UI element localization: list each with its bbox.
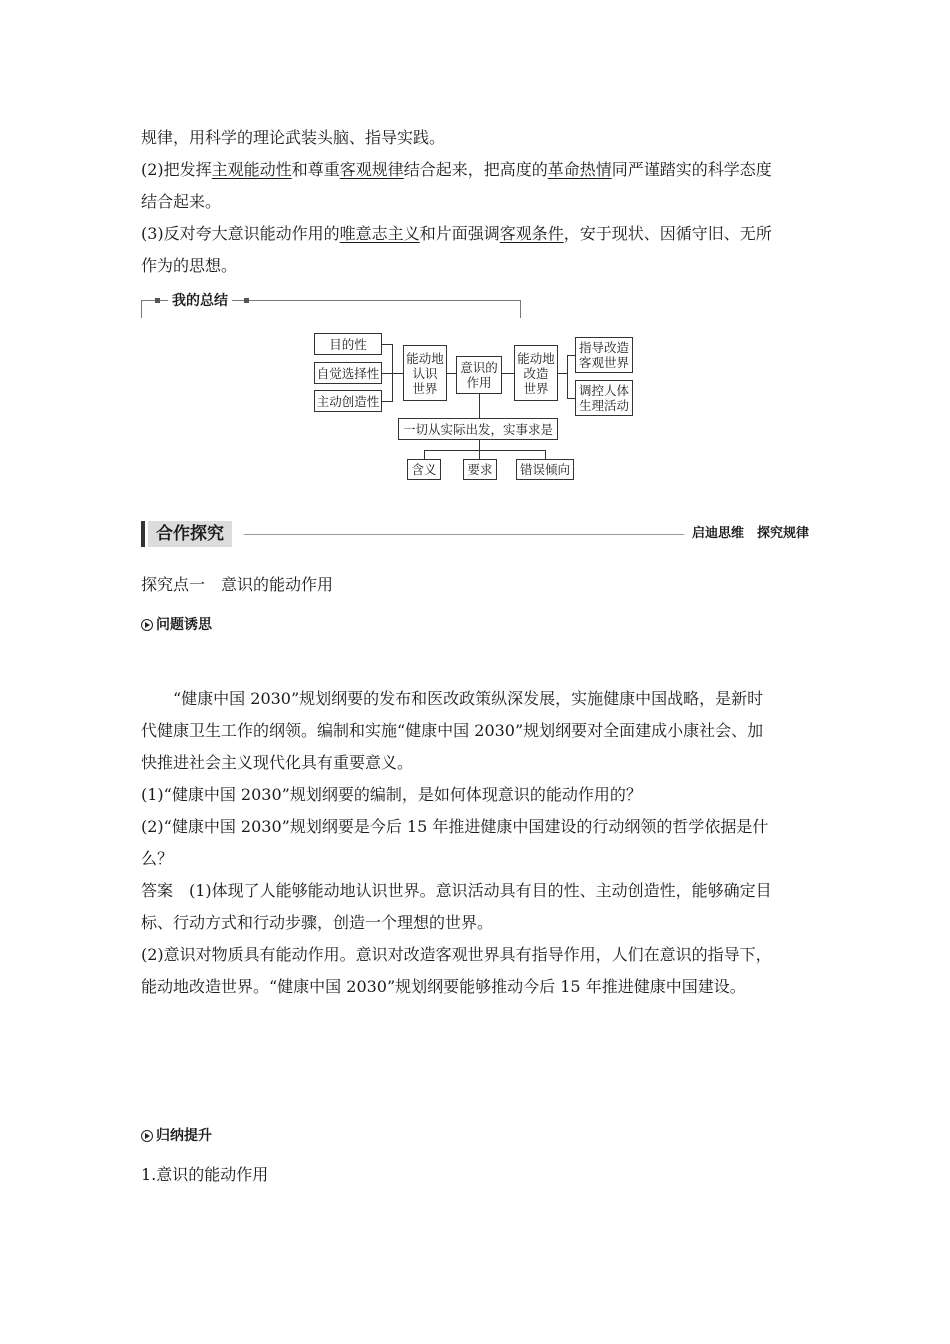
point-title: 探究点一 意识的能动作用 [141,575,334,594]
summary-heading: 归纳提升 [141,1126,212,1146]
box-know-world: 能动地 认识 世界 [403,345,447,401]
section-subtitle: 启迪思维 探究规律 [692,526,810,541]
key-term: 客观规律 [339,160,404,179]
frame-square-icon [244,298,249,303]
question-2: (2)“健康中国 2030”规划纲要是今后 15 年推进健康中国建设的行动纲领的哲学依据是什 [141,817,769,836]
intro-paragraph-3-cont: 作为的思想。 [141,256,238,275]
box-creative: 主动创造性 [314,390,382,412]
answer-line-4: 能动地改造世界。“健康中国 2030”规划纲要能够推动今后 15 年推进健康中国建设。 [141,977,746,996]
key-term: 主观能动性 [211,160,292,179]
intro-paragraph-2-cont: 结合起来。 [141,192,222,211]
summary-item-1: 1.意识的能动作用 [141,1165,269,1184]
intro-paragraph-2: (2)把发挥主观能动性和尊重客观规律结合起来，把高度的革命热情同严谨踏实的科学态度 [141,160,772,179]
material-line-3: 快推进社会主义现代化具有重要意义。 [141,753,414,772]
box-consciousness-role: 意识的 作用 [456,356,502,394]
play-circle-icon [141,1130,153,1142]
question-heading: 问题诱思 [141,615,212,635]
frame-square-icon [155,298,160,303]
answer-line-1: 答案 (1)体现了人能够能动地认识世界。意识活动具有目的性、主动创造性，能够确定目 [141,881,772,900]
box-meaning: 含义 [407,459,441,480]
section-bar [141,521,145,547]
section-title: 合作探究 [148,521,232,547]
box-requirement: 要求 [463,459,497,480]
material-line-2: 代健康卫生工作的纲领。编制和实施“健康中国 2030”规划纲要对全面建成小康社会、加 [141,721,764,740]
key-term: 唯意志主义 [339,224,420,243]
box-selective: 自觉选择性 [314,362,382,384]
question-1: (1)“健康中国 2030”规划纲要的编制，是如何体现意识的能动作用的？ [141,785,642,804]
box-principle: 一切从实际出发，实事求是 [398,418,558,440]
intro-paragraph-3: (3)反对夸大意识能动作用的唯意志主义和片面强调客观条件，安于现状、因循守旧、无所 [141,224,772,243]
box-purpose: 目的性 [314,333,382,355]
key-term: 客观条件 [499,224,564,243]
summary-title: 我的总结 [168,290,232,310]
question-2-cont: 么？ [141,849,174,868]
box-guide-transform: 指导改造 客观世界 [575,337,633,373]
box-transform-world: 能动地 改造 世界 [514,345,558,401]
key-term: 革命热情 [547,160,612,179]
material-line-1: “健康中国 2030”规划纲要的发布和医改政策纵深发展，实施健康中国战略，是新时 [173,689,764,708]
answer-line-3: (2)意识对物质具有能动作用。意识对改造客观世界具有指导作用，人们在意识的指导下， [141,945,772,964]
section-rule [244,534,684,535]
box-regulate-body: 调控人体 生理活动 [575,380,633,416]
play-circle-icon [141,619,153,631]
intro-line-1: 规律，用科学的理论武装头脑、指导实践。 [141,128,446,147]
answer-line-2: 标、行动方式和行动步骤，创造一个理想的世界。 [141,913,494,932]
box-error-tendency: 错误倾向 [516,459,574,480]
